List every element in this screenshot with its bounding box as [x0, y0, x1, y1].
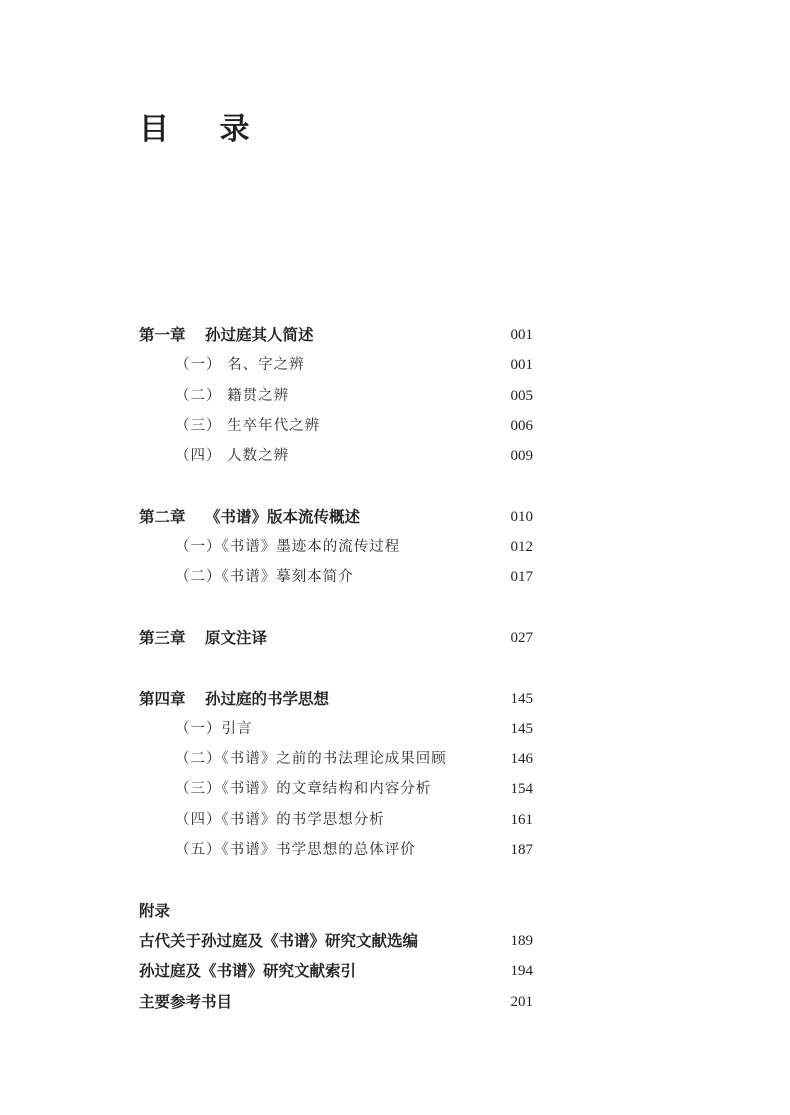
page-number: 189: [510, 932, 533, 949]
page-number: 009: [510, 448, 533, 465]
page-number: 187: [510, 842, 533, 859]
page-number: 154: [510, 781, 533, 798]
toc-appendix-entry[interactable]: [139, 926, 535, 956]
toc-subentry[interactable]: [139, 714, 535, 744]
toc-subentry[interactable]: [139, 381, 535, 411]
page-number: 161: [510, 811, 533, 828]
appendix-heading: 附录: [139, 900, 171, 920]
chapter-number: 第二章: [139, 506, 186, 526]
appendix-entry-title: 主要参考书目: [139, 991, 233, 1011]
subentry-title: （二） 籍贯之辨: [175, 387, 290, 404]
toc-subentry[interactable]: [139, 562, 535, 592]
toc-chapter-entry[interactable]: [139, 502, 535, 532]
chapter-title: 孙过庭其人简述: [205, 325, 314, 344]
subentry-title: （三） 生卒年代之辨: [175, 417, 321, 434]
subentry-title: （一） 名、字之辨: [175, 357, 305, 374]
page-number: 010: [510, 508, 533, 525]
toc-chapter-entry[interactable]: [139, 684, 535, 714]
page-number: 145: [510, 690, 533, 707]
toc-subentry[interactable]: [139, 805, 535, 835]
table-of-contents: [139, 320, 535, 1017]
subentry-title: （二）《书谱》之前的书法理论成果回顾: [175, 751, 447, 768]
toc-subentry[interactable]: [139, 411, 535, 441]
page-number: 006: [510, 417, 533, 434]
subentry-title: （四）《书谱》的书学思想分析: [175, 811, 385, 828]
chapter-title: 《书谱》版本流传概述: [205, 506, 361, 526]
subentry-title: （二）《书谱》摹刻本简介: [175, 569, 354, 586]
page-number: 017: [510, 569, 533, 586]
toc-subentry[interactable]: [139, 441, 535, 471]
subentry-title: （五）《书谱》书学思想的总体评价: [175, 842, 416, 859]
appendix-entry-title: 古代关于孙过庭及《书谱》研究文献选编: [139, 930, 419, 950]
toc-chapter-entry[interactable]: [139, 320, 535, 350]
chapter-title: 原文注译: [205, 627, 268, 647]
toc-section-chapter-3: [139, 623, 535, 653]
toc-appendix-entry[interactable]: [139, 956, 535, 986]
page-number: 201: [510, 993, 533, 1010]
toc-section-chapter-1: [139, 320, 535, 471]
toc-subentry[interactable]: [139, 532, 535, 562]
appendix-heading-line: [139, 896, 535, 926]
toc-section-chapter-2: [139, 502, 535, 593]
page-number: 001: [510, 357, 533, 374]
subentry-title: （一）引言: [175, 720, 253, 737]
page-title: 目 录: [139, 112, 270, 147]
subentry-title: （三）《书谱》的文章结构和内容分析: [175, 781, 432, 798]
section-spacer: [139, 865, 535, 895]
appendix-entry-title: 孙过庭及《书谱》研究文献索引: [139, 961, 357, 981]
page-number: 001: [510, 327, 533, 343]
subentry-title: （四） 人数之辨: [175, 448, 290, 465]
chapter-number: 第一章: [139, 325, 186, 344]
section-spacer: [139, 653, 535, 683]
section-spacer: [139, 593, 535, 623]
section-spacer: [139, 471, 535, 501]
toc-subentry[interactable]: [139, 774, 535, 804]
page-number: 146: [510, 751, 533, 768]
toc-section-chapter-4: [139, 684, 535, 866]
page-number: 012: [510, 539, 533, 556]
page-number: 194: [510, 963, 533, 980]
page-number: 027: [510, 629, 533, 646]
toc-subentry[interactable]: [139, 744, 535, 774]
toc-subentry[interactable]: [139, 835, 535, 865]
toc-chapter-entry[interactable]: [139, 623, 535, 653]
subentry-title: （一）《书谱》墨迹本的流传过程: [175, 539, 401, 556]
toc-subentry[interactable]: [139, 350, 535, 380]
chapter-number: 第三章: [139, 627, 186, 647]
chapter-title: 孙过庭的书学思想: [205, 688, 330, 708]
toc-section-appendix: [139, 896, 535, 1017]
page-number: 145: [510, 720, 533, 737]
toc-appendix-entry[interactable]: [139, 987, 535, 1017]
chapter-number: 第四章: [139, 688, 186, 708]
page-number: 005: [510, 387, 533, 404]
